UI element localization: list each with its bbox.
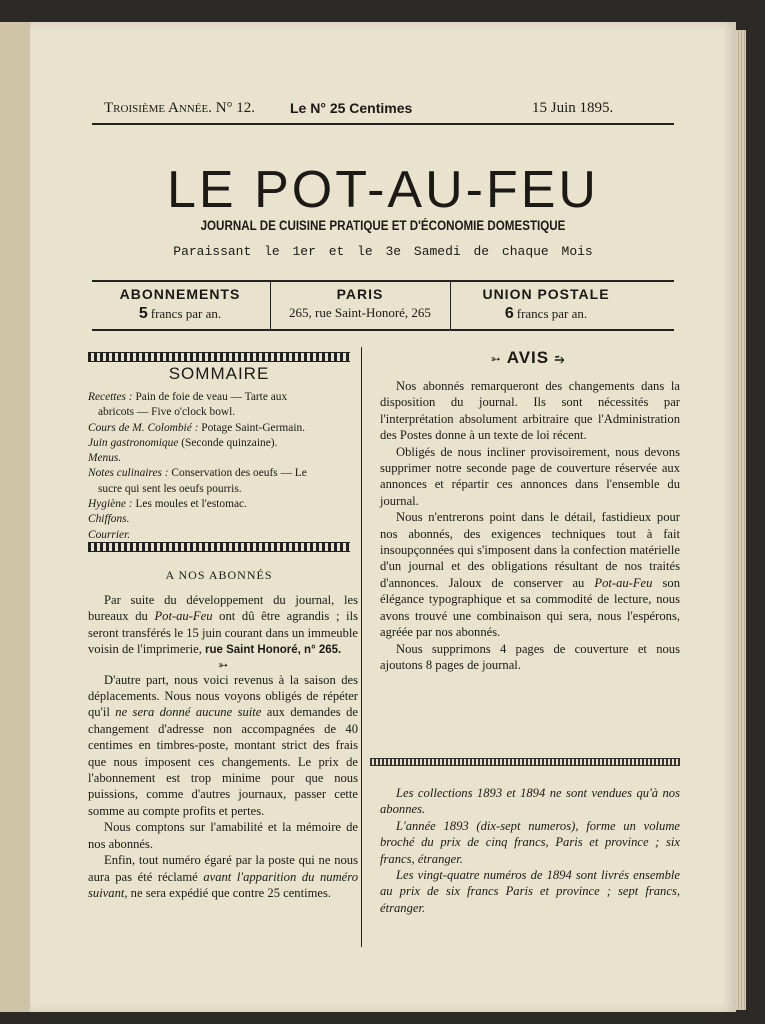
journal-page bbox=[30, 22, 736, 1012]
issue-price: Le N° 25 Centimes bbox=[290, 100, 413, 116]
abonnes-emphasis: ne sera donné aucune suite bbox=[115, 705, 262, 720]
sommaire-heading: SOMMAIRE bbox=[168, 364, 270, 383]
avis-text: Nous n'entrerons point dans le détail, fastidieux pour nos abonnés, des exigences techniques tout à fait insoupçonnées qui s'imposent dans la confection matérielle d'un journal et des obligations résultant de nos traités d'annonces. Jaloux de conserver au bbox=[380, 510, 680, 590]
abonnes-text: ne sera expédié que contre 25 centimes. bbox=[127, 885, 332, 900]
union-amount: 6 bbox=[504, 305, 514, 322]
publication-frequency: Paraissant le 1er et le 3e Samedi de chaque Mois bbox=[173, 244, 593, 259]
sommaire-text: (Seconde quinzaine). bbox=[178, 436, 278, 449]
avis-heading-line bbox=[380, 348, 676, 368]
ornament-rule bbox=[88, 542, 350, 552]
issue-number: Troisième Année. N° 12. bbox=[104, 100, 256, 116]
sommaire-list bbox=[88, 390, 350, 543]
sommaire-label: Recettes : bbox=[88, 391, 133, 403]
abonnes-text: D'autre part, nous voici revenus à la saison des déplacements. Nous nous voyons obligés de répéter qu'il bbox=[88, 672, 358, 720]
page-stack-edge bbox=[736, 30, 746, 1010]
box-top-rule bbox=[92, 280, 674, 282]
abonnes-article bbox=[88, 592, 358, 901]
box-bottom-rule bbox=[92, 329, 674, 331]
journal-subtitle: JOURNAL DE CUISINE PRATIQUE ET D'ÉCONOMIE DOMESTIQUE bbox=[200, 218, 566, 233]
header-rule bbox=[92, 123, 674, 125]
avis-text: Obligés de nous incliner provisoirement, nous devons supprimer notre seconde page de couverture réservée aux annonces et répartir ces annonces dans l'ensemble du journal. bbox=[380, 444, 680, 508]
abonnes-journal-name: Pot-au-Feu bbox=[154, 609, 213, 624]
collections-text: L'année 1893 (dix-sept numeros), forme un volume broché du prix de cinq francs, Paris et province ; six francs, étranger. bbox=[380, 818, 680, 866]
subscription-amount: 5 bbox=[138, 305, 148, 322]
abonnes-text: Nous comptons sur l'amabilité et la mémoire de nos abonnés. bbox=[88, 820, 358, 851]
sommaire-label: Chiffons. bbox=[88, 513, 130, 526]
column-divider bbox=[361, 347, 362, 947]
avis-text: son élégance typographique et sa commodité de lecture, nous avons trouvé une combinaison qui sera, nous l'espérons, agréée par nos abonnés. bbox=[380, 575, 680, 640]
left-page-edge bbox=[0, 22, 32, 1012]
subscription-text: francs par an. bbox=[150, 306, 222, 321]
abonnes-text: aux demandes de changement d'adresse non accompagnées de 40 centimes en timbres-poste, montant strict des frais que nous imposent ces changements. Le prix de l'abonnement est trop minime pour que nous puissions, comme d'autres journaux, passer cette somme au compte profits et pertes. bbox=[88, 705, 358, 818]
union-text: francs par an. bbox=[516, 306, 588, 321]
sommaire-label: Courrier. bbox=[88, 528, 131, 541]
sommaire-text: Conservation des oeufs — Le bbox=[168, 467, 307, 480]
abonnes-heading: A NOS ABONNÉS bbox=[165, 568, 273, 582]
sommaire-label: Notes culinaires : bbox=[88, 467, 169, 480]
journal-title: LE POT-AU-FEU bbox=[167, 161, 599, 219]
collections-notice bbox=[380, 785, 680, 916]
avis-text: Nos abonnés remarqueront des changements dans la disposition du journal. Ils sont nécessités par l'interprétation absolument arbitraire que l'Administration des Postes donne à un texte de loi récent. bbox=[380, 379, 680, 443]
abonnes-emphasis: avant l'apparition du numéro suivant, bbox=[88, 869, 359, 900]
ornament-right: ⥲ bbox=[554, 352, 566, 366]
box-divider bbox=[270, 282, 271, 329]
abonnes-text: ont dû être agrandis ; ils seront transférés le 15 juin courant dans un immeuble voisin de l'imprimerie, bbox=[88, 609, 359, 657]
sommaire-label: Menus. bbox=[88, 452, 122, 465]
issue-date: 15 Juin 1895. bbox=[532, 100, 614, 116]
avis-text: Nous supprimons 4 pages de couverture et nous ajoutons 8 pages de journal. bbox=[380, 641, 680, 672]
avis-journal-name: Pot-au-Feu bbox=[594, 575, 653, 590]
union-box bbox=[458, 286, 634, 323]
sommaire-label: Cours de M. Colombié : bbox=[88, 421, 199, 434]
sommaire-text: sucre qui sent les oeufs pourris. bbox=[98, 482, 242, 495]
subscription-heading: ABONNEMENTS bbox=[119, 286, 241, 302]
sommaire-text: Pain de foie de veau — Tarte aux bbox=[132, 391, 288, 403]
sommaire-text: Potage Saint-Germain. bbox=[198, 421, 306, 434]
sommaire-text: Les moules et l'estomac. bbox=[132, 498, 247, 511]
collections-text: Les vingt-quatre numéros de 1894 sont livrés ensemble au prix de six francs Paris et province ; sept francs, étranger. bbox=[380, 868, 680, 915]
ornament-rule bbox=[370, 758, 680, 766]
box-divider bbox=[450, 282, 451, 329]
paris-address: 265, rue Saint-Honoré, 265 bbox=[289, 305, 431, 320]
ornament-left: ➳ bbox=[490, 352, 502, 366]
subscription-box bbox=[92, 286, 268, 323]
abonnes-address: rue Saint Honoré, n° 265. bbox=[205, 644, 342, 657]
sommaire-label: Juin gastronomique bbox=[88, 436, 179, 449]
paris-box bbox=[272, 286, 448, 321]
sommaire-label: Hygiène : bbox=[88, 498, 133, 511]
avis-heading: AVIS bbox=[506, 348, 550, 367]
abonnes-text: Enfin, tout numéro égaré par la poste qui ne nous aura pas été réclamé bbox=[88, 853, 358, 884]
sommaire-text: abricots — Five o'clock bowl. bbox=[98, 406, 236, 419]
collections-text: Les collections 1893 et 1894 ne sont vendues qu'à nos abonnes. bbox=[380, 786, 680, 817]
abonnes-text: Par suite du développement du journal, les bureaux du bbox=[88, 593, 358, 624]
union-heading: UNION POSTALE bbox=[482, 286, 610, 302]
paris-heading: PARIS bbox=[336, 286, 384, 302]
ornament-rule bbox=[88, 352, 350, 362]
avis-article bbox=[380, 378, 680, 673]
ornament-separator: ➳ bbox=[217, 657, 229, 672]
